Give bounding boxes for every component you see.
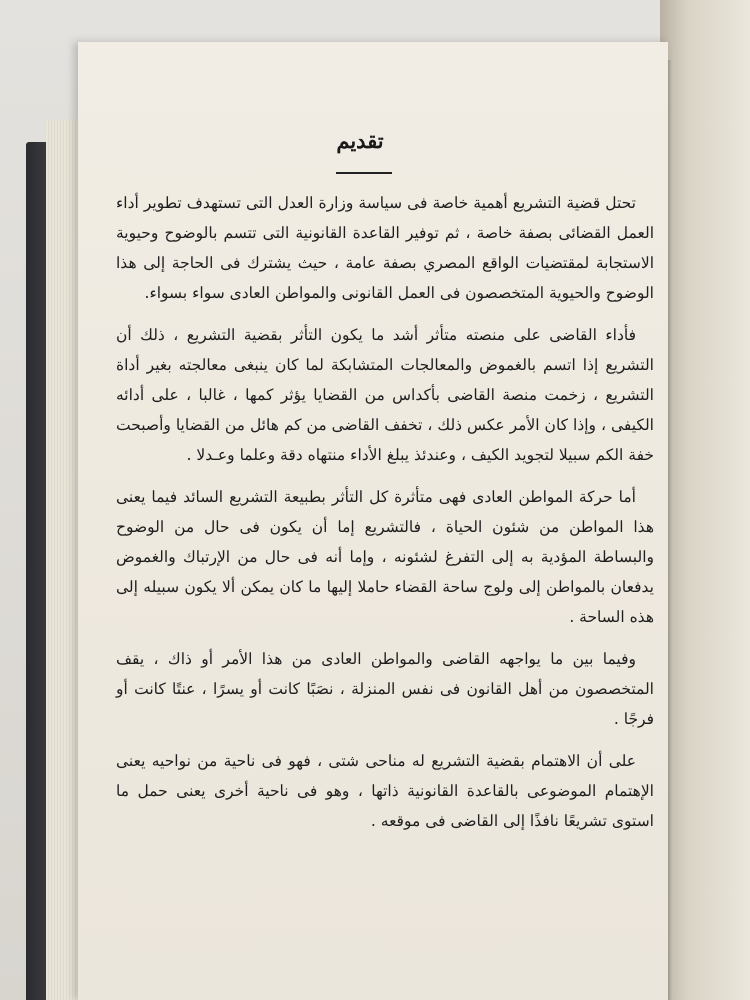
paragraph: أما حركة المواطن العادى فهى متأثرة كل التأثر بطبيعة التشريع السائد فيما يعنى هذا المواطن من شئون الحياة ، فالتشريع إما أن يكون فى حال من الوضوح والبساطة المؤدية به إلى التفرغ لشئونه ، وإما أنه فى حال من الإرتباك والغموض يدفعان بالمواطن إلى ولوج ساحة القضاء حاملا إليها ما كان يمكن ألا يكون سبيله إلى هذه الساحة . — [116, 488, 654, 626]
paragraph: فأداء القاضى على منصته متأثر أشد ما يكون التأثر بقضية التشريع ، ذلك أن التشريع إذا اتسم بالغموض والمعالجات المتشابكة لما كان ينبغى معالجته بغير أداة التشريع ، زخمت منصة القاضى بأكداس من القضايا يؤثر كمها ، غالبا ، على أدائه الكيفى ، وإذا كان الأمر عكس ذلك ، تخفف القاضى من كم هائل من القضايا وأصبحت خفة الكم سبيلا لتجويد الكيف ، وعندئذ يبلغ الأداء منتهاه دقة وعلما وعـدلا . — [116, 326, 654, 464]
paragraph: تحتل قضية التشريع أهمية خاصة فى سياسة وزارة العدل التى تستهدف تطوير أداء العمل القضائى بصفة خاصة ، ثم توفير القاعدة القانونية التى تتسم بالوضوح وحيوية الاستجابة لمقتضيات الواقع المصري بصفة عامة ، حيث يشترك فى الحاجة إلى هذا الوضوح والحيوية المتخصصون فى العمل القانونى والمواطن العادى سواء بسواء. — [116, 194, 654, 302]
right-page — [660, 0, 750, 1000]
heading-underline — [336, 172, 392, 174]
page-body — [116, 188, 654, 848]
paragraph: على أن الاهتمام بقضية التشريع له مناحى شتى ، فهو فى ناحية من نواحيه يعنى الإهتمام الموضوعى بالقاعدة القانونية ذاتها ، وهو فى ناحية أخرى يعنى حمل ما استوى تشريعًا نافذًا إلى القاضى فى موقعه . — [116, 752, 654, 830]
paragraph: وفيما بين ما يواجهه القاضى والمواطن العادى من هذا الأمر أو ذاك ، يقف المتخصصون من أهل القانون فى نفس المنزلة ، نصَبًا كانت أو يسرًا ، عنتًا كانت أو فرجًا . — [116, 650, 654, 728]
page-heading: تقديم — [336, 128, 384, 153]
